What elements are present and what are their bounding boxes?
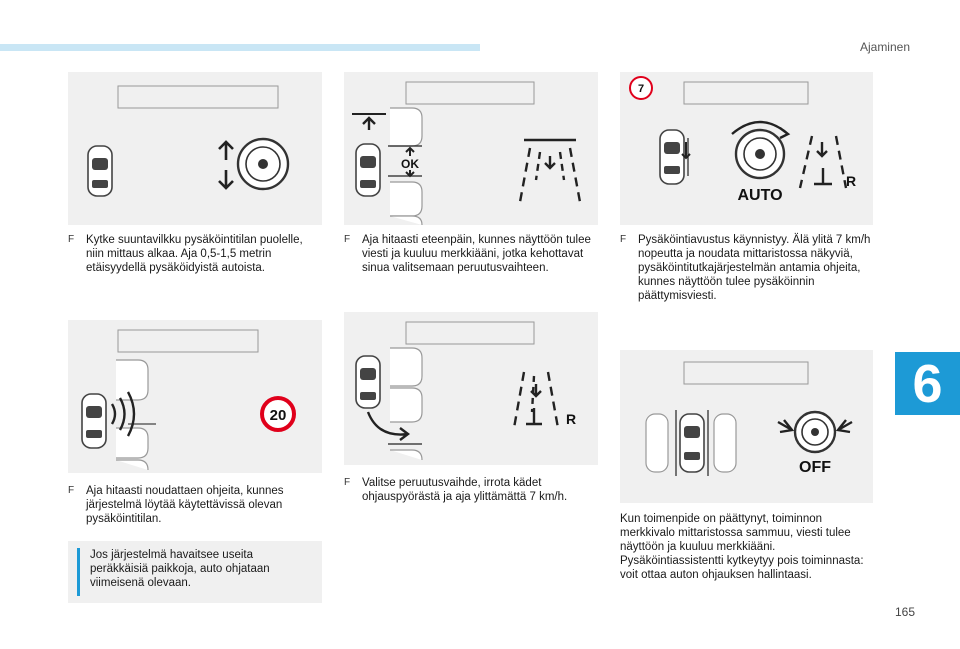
steering-wheel-icon xyxy=(736,130,784,178)
step-text: F Aja hitaasti noudattaen ohjeita, kunnes järjestelmä löytää käytettävissä olevan pysäköintitilan. xyxy=(68,485,284,525)
steering-wheel-icon xyxy=(238,139,288,189)
bullet-icon: F xyxy=(344,234,351,245)
speed-limit-value: 20 xyxy=(269,407,287,424)
closing-text: Kun toimenpide on päättynyt, toiminnon merkkivalo mittaristossa sammuu, viesti tulee näyttöön ja kuuluu merkkiääni. Pysäköintiassistentti kytkeytyy pois toiminnasta: voit ottaa auton ohjauksen hallintaasi. xyxy=(620,513,864,581)
step-text: F Kytke suuntavilkku pysäköintitilan puolelle, niin mittaus alkaa. Aja 0,5-1,5 metrin etäisyydellä pysäköidyistä autoista. xyxy=(68,234,303,274)
parked-cars-icon xyxy=(116,360,148,470)
parking-guide-icon xyxy=(520,140,580,202)
section-title: Ajaminen xyxy=(859,40,910,54)
parked-cars-icon xyxy=(390,348,422,460)
ok-label: OK xyxy=(401,157,419,171)
step-text: F Valitse peruutusvaihde, irrota kädet ohjauspyörästä ja aja ylittämättä 7 km/h. xyxy=(344,477,568,503)
bullet-icon: F xyxy=(68,485,75,496)
reverse-gear-label: R xyxy=(846,173,857,189)
step-badge-number: 7 xyxy=(637,83,645,95)
steering-wheel-icon xyxy=(795,412,835,452)
note-accent-bar xyxy=(77,548,80,596)
figure-sensor-speed xyxy=(68,320,322,473)
figure-assist-off xyxy=(620,350,873,503)
step-text: F Aja hitaasti eteenpäin, kunnes näyttöön tulee viesti ja kuuluu merkkiääni, jotka kehottavat sinua valitsemaan peruutusvaihteen. xyxy=(344,234,591,274)
parking-guide-icon xyxy=(800,136,846,188)
auto-label: AUTO xyxy=(737,187,783,204)
reverse-gear-label: R xyxy=(566,411,577,427)
bullet-icon: F xyxy=(344,477,351,488)
bullet-icon: F xyxy=(68,234,75,245)
car-icon xyxy=(356,356,380,408)
car-icon xyxy=(680,414,704,472)
step-badge xyxy=(630,77,652,99)
figure-drive-forward-ok xyxy=(344,72,598,225)
car-icon xyxy=(82,394,106,448)
parking-guide-icon xyxy=(514,372,558,428)
figure-reverse-gear xyxy=(344,312,598,465)
car-icon xyxy=(660,130,684,184)
chapter-tab: 6 xyxy=(895,352,960,415)
figure-signal-steering xyxy=(68,72,322,225)
car-icon xyxy=(356,144,380,196)
off-label: OFF xyxy=(799,459,831,476)
figure-auto-steering xyxy=(620,72,873,225)
info-note: Jos järjestelmä havaitsee useita peräkkäisiä paikkoja, auto ohjataan viimeisenä olevaan. xyxy=(68,541,322,603)
hand-arrows-icon xyxy=(219,142,233,188)
page-number: 165 xyxy=(894,605,915,619)
step-text: F Pysäköintiavustus käynnistyy. Älä ylitä 7 km/h nopeutta ja noudata mittaristossa näkyviä, pysäköintitutkajärjestelmän antamia ohjeita, kunnes näyttöön tulee pysäköinnin päättymisviesti. xyxy=(620,234,871,302)
header-accent-bar xyxy=(0,44,480,51)
bullet-icon: F xyxy=(620,234,627,245)
car-icon xyxy=(88,146,112,196)
speed-limit-sign xyxy=(262,398,294,430)
